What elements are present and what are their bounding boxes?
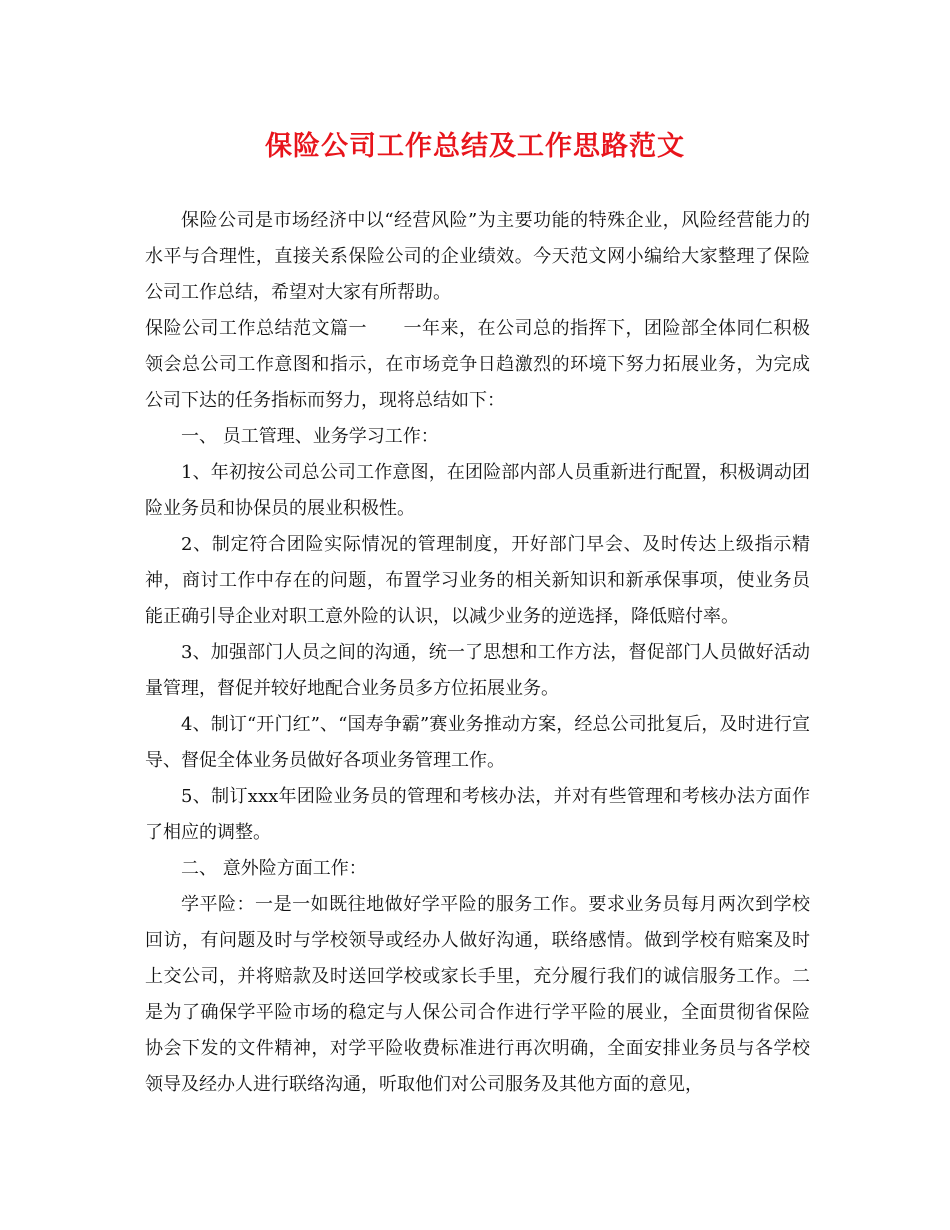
section-one-paragraph xyxy=(145,311,810,419)
heading-staff-management: 一、 员工管理、业务学习工作： xyxy=(181,426,439,447)
intro-paragraph: 保险公司是市场经济中以“经营风险”为主要功能的特殊企业，风险经营能力的水平与合理性，直接关系保险公司的企业绩效。今天范文网小编给大家整理了保险公司工作总结，希望对大家有所帮助。 xyxy=(145,210,810,303)
list-item-3: 3、加强部门人员之间的沟通，统一了思想和工作方法，督促部门人员做好活动量管理，督促并较好地配合业务员多方位拓展业务。 xyxy=(145,642,810,699)
section-one-text: 一年来，在公司总的指挥下，团险部全体同仁积极领会总公司工作意图和指示，在市场竞争日趋激烈的环境下努力拓展业务，为完成公司下达的任务指标而努力，现将总结如下： xyxy=(145,318,810,411)
student-insurance-paragraph: 学平险：一是一如既往地做好学平险的服务工作。要求业务员每月两次到学校回访，有问题及时与学校领导或经办人做好沟通，联络感情。做到学校有赔案及时上交公司，并将赔款及时送回学校或家长手里，充分履行我们的诚信服务工作。二是为了确保学平险市场的稳定与人保公司合作进行学平险的展业，全面贯彻省保险协会下发的文件精神，对学平险收费标准进行再次明确，全面安排业务员与各学校领导及经办人进行联络沟通，听取他们对公司服务及其他方面的意见， xyxy=(145,894,810,1095)
document-body xyxy=(145,203,810,1103)
list-item-4: 4、制订“开门红”、“国寿争霸”赛业务推动方案，经总公司批复后，及时进行宣导、督促全体业务员做好各项业务管理工作。 xyxy=(145,714,810,771)
list-item-1: 1、年初按公司总公司工作意图，在团险部内部人员重新进行配置，积极调动团险业务员和协保员的展业积极性。 xyxy=(145,462,810,519)
heading-accident-insurance: 二、 意外险方面工作： xyxy=(181,858,367,879)
list-item-2: 2、制定符合团险实际情况的管理制度，开好部门早会、及时传达上级指示精神，商讨工作中存在的问题，布置学习业务的相关新知识和新承保事项，使业务员能正确引导企业对职工意外险的认识，以减少业务的逆选择，降低赔付率。 xyxy=(145,534,810,627)
document-title: 保险公司工作总结及工作思路范文 xyxy=(265,131,685,162)
list-item-5: 5、制订xxx年团险业务员的管理和考核办法，并对有些管理和考核办法方面作了相应的调整。 xyxy=(145,786,810,843)
section-heading: 保险公司工作总结范文篇一 xyxy=(145,318,367,339)
